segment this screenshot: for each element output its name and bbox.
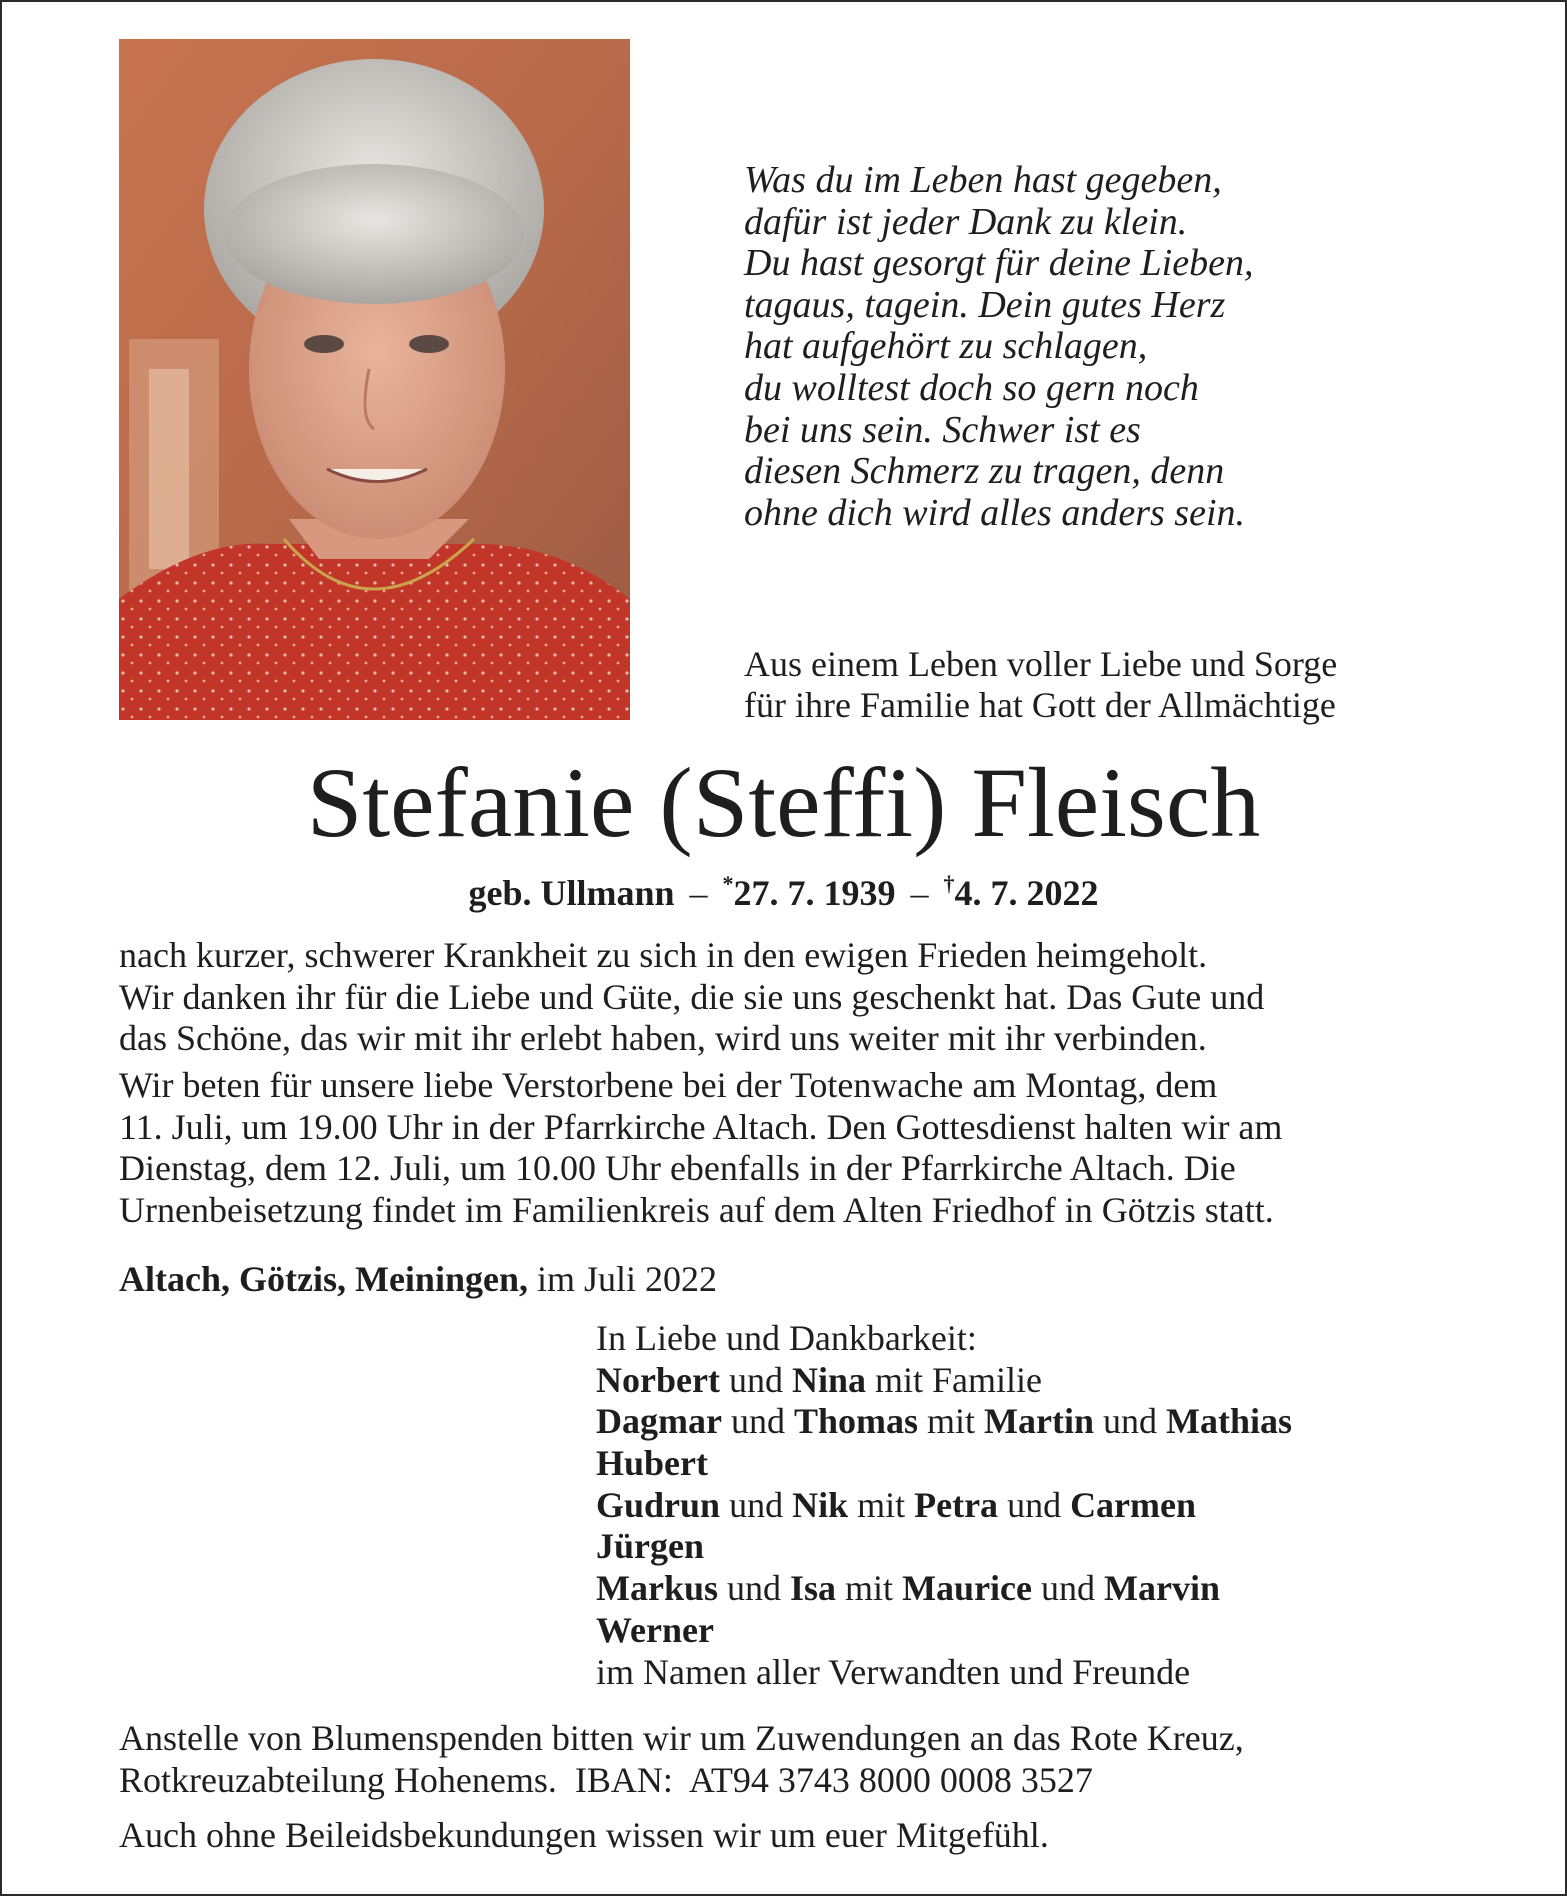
poem-line: diesen Schmerz zu tragen, denn <box>744 450 1225 493</box>
dash-separator: – <box>689 873 708 913</box>
place-towns: Altach, Götzis, Meiningen, <box>119 1259 528 1299</box>
text-line: Rotkreuzabteilung Hohenems. IBAN: AT94 3743 8000 0008 3527 <box>119 1759 1093 1800</box>
place-date <box>119 1258 717 1300</box>
condolence-note <box>119 1815 1459 1857</box>
text-line: Dienstag, dem 12. Juli, um 10.00 Uhr ebenfalls in der Pfarrkirche Altach. Die <box>119 1148 1236 1188</box>
death-symbol: † <box>943 871 955 896</box>
intro-text <box>744 644 1564 726</box>
mourners-heading: In Liebe und Dankbarkeit: <box>596 1318 977 1358</box>
mourner-names: Jürgen <box>596 1526 704 1567</box>
place-month: im Juli 2022 <box>536 1259 718 1299</box>
poem-line: Du hast gesorgt für deine Lieben, <box>744 242 1254 285</box>
text-line: nach kurzer, schwerer Krankheit zu sich in den ewigen Frieden heimgeholt. <box>119 935 1208 975</box>
intro-line: für ihre Familie hat Gott der Allmächtige <box>744 685 1336 725</box>
mourner-names: Werner <box>596 1609 714 1650</box>
maiden-name: geb. Ullmann <box>468 873 675 913</box>
mourner-names: Hubert <box>596 1443 708 1484</box>
life-dates <box>0 862 1567 915</box>
portrait-photo <box>119 39 630 720</box>
text-line: das Schöne, das wir mit ihr erlebt haben, wird uns weiter mit ihr verbinden. <box>119 1018 1207 1058</box>
birth-symbol: * <box>722 871 734 896</box>
poem-line: ohne dich wird alles anders sein. <box>744 491 1245 534</box>
dash-separator: – <box>910 873 929 913</box>
donation-note <box>119 1718 1459 1801</box>
poem-line: dafür ist jeder Dank zu klein. <box>744 200 1188 243</box>
text-line: Urnenbeisetzung findet im Familienkreis auf dem Alten Friedhof in Götzis statt. <box>119 1189 1274 1230</box>
death-date: 4. 7. 2022 <box>954 873 1099 913</box>
text-line: Wir danken ihr für die Liebe und Güte, die sie uns geschenkt hat. Das Gute und <box>119 976 1265 1017</box>
poem-line: hat aufgehört zu schlagen, <box>744 325 1148 368</box>
text-line: Anstelle von Blumenspenden bitten wir um Zuwendungen an das Rote Kreuz, <box>119 1718 1244 1758</box>
text-line: Auch ohne Beileidsbekundungen wissen wir um euer Mitgefühl. <box>119 1815 1049 1855</box>
poem-line: du wolltest doch so gern noch <box>744 366 1199 409</box>
text-line: Wir beten für unsere liebe Verstorbene bei der Totenwache am Montag, dem <box>119 1065 1218 1105</box>
poem-line: bei uns sein. Schwer ist es <box>744 408 1141 451</box>
text-line: 11. Juli, um 19.00 Uhr in der Pfarrkirche Altach. Den Gottesdienst halten wir am <box>119 1106 1283 1147</box>
poem-line: Was du im Leben hast gegeben, <box>744 159 1222 201</box>
poem <box>744 160 1544 534</box>
mourner-names: Gudrun und Nik mit Petra und Carmen <box>596 1484 1197 1525</box>
mourner-names: Markus und Isa mit Maurice und Marvin <box>596 1568 1220 1609</box>
paragraph-thanks <box>119 935 1449 1060</box>
poem-line: tagaus, tagein. Dein gutes Herz <box>744 283 1226 326</box>
paragraph-ceremony <box>119 1065 1449 1231</box>
mourner-names: Dagmar und Thomas mit Martin und Mathias <box>596 1401 1292 1442</box>
intro-line: Aus einem Leben voller Liebe und Sorge <box>744 644 1338 684</box>
birth-date: 27. 7. 1939 <box>733 873 896 913</box>
mourners-closing: im Namen aller Verwandten und Freunde <box>596 1651 1191 1692</box>
mourner-names: Norbert und Nina mit Familie <box>596 1359 1042 1400</box>
deceased-name: Stefanie (Steffi) Fleisch <box>306 747 1261 858</box>
